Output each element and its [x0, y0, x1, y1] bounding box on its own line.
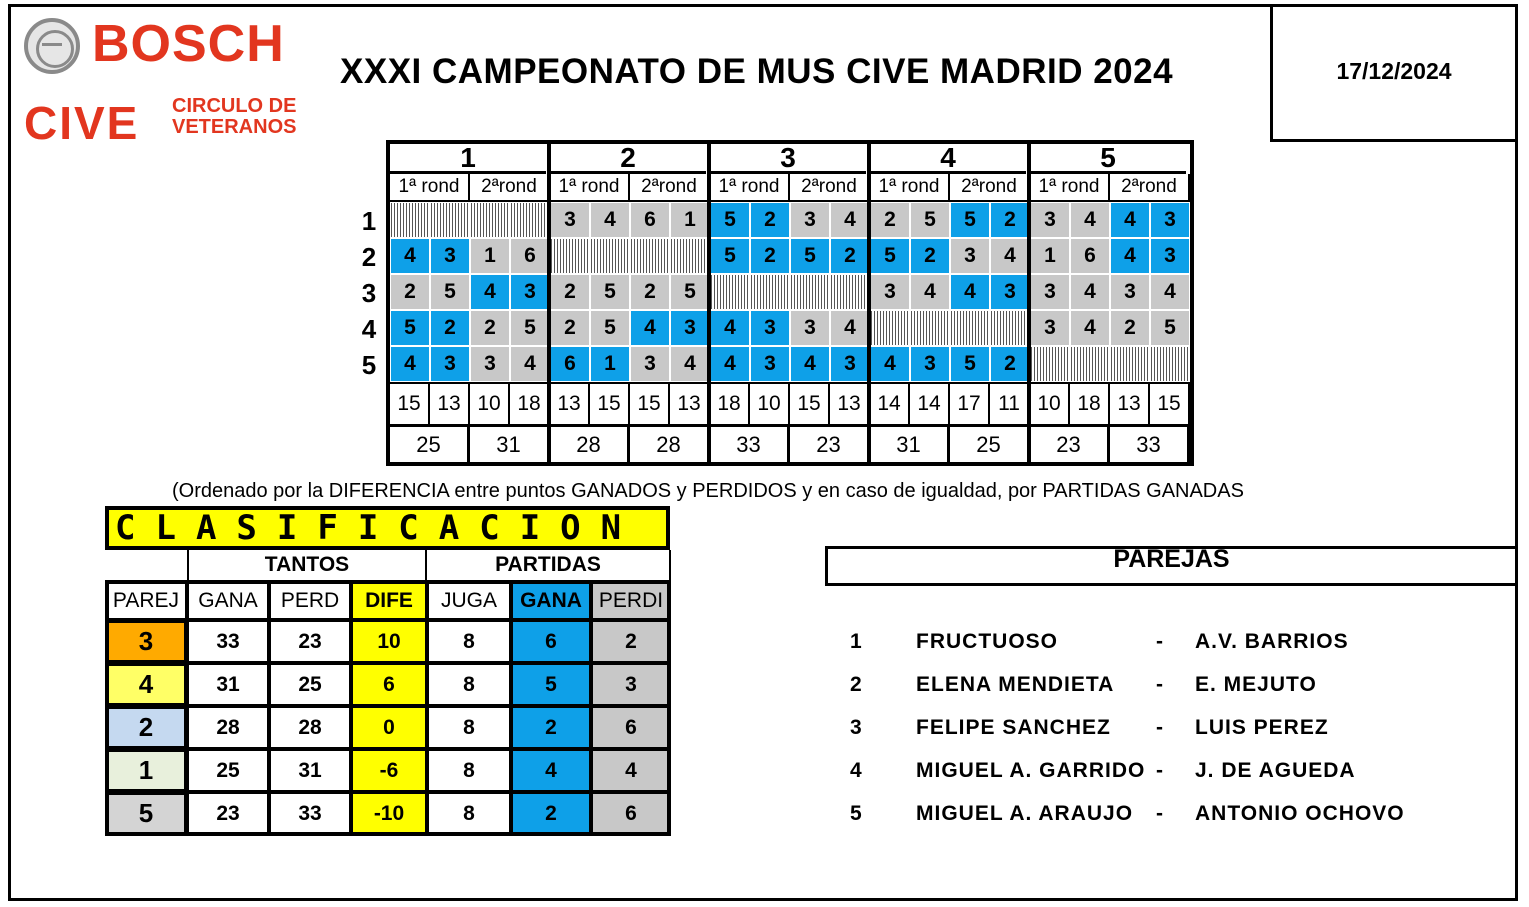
score-cell: 4	[630, 310, 670, 346]
pareja-player1: FRUCTUOSO	[916, 630, 1058, 653]
score-cell: 3	[870, 274, 910, 310]
score-cell: 4	[390, 238, 430, 274]
pareja-rank-cell: 1	[105, 749, 187, 792]
score-cell: 2	[990, 202, 1030, 238]
total-cell: 25	[950, 424, 1030, 462]
pareja-separator: -	[1156, 673, 1164, 696]
score-cell: 6	[630, 202, 670, 238]
round-header-4: 4	[870, 144, 1026, 174]
logo-sub-line2: VETERANOS	[172, 116, 297, 138]
score-cell: 3	[630, 346, 670, 382]
clasificacion-cell: 6	[511, 620, 591, 663]
column-header-gana: GANA	[511, 580, 591, 620]
score-cell: 4	[470, 274, 510, 310]
pareja-player2: E. MEJUTO	[1195, 673, 1317, 696]
clasificacion-cell: 28	[187, 706, 269, 749]
points-cell: 10	[750, 382, 790, 424]
score-cell: 3	[1030, 202, 1070, 238]
bye-cell	[670, 238, 710, 274]
clasificacion-cell: 28	[269, 706, 351, 749]
pareja-player2: A.V. BARRIOS	[1195, 630, 1349, 653]
logo-sub-line1: CIRCULO DE	[172, 95, 297, 117]
bye-cell	[830, 274, 870, 310]
clasificacion-cell: 23	[269, 620, 351, 663]
score-cell: 2	[910, 238, 950, 274]
pareja-player1: ELENA MENDIETA	[916, 673, 1115, 696]
pareja-player1: FELIPE SANCHEZ	[916, 716, 1111, 739]
score-cell: 4	[710, 346, 750, 382]
row-label-4: 4	[361, 314, 377, 344]
round-header-5: 5	[1030, 144, 1186, 174]
bye-cell	[990, 310, 1030, 346]
bye-cell	[390, 202, 430, 238]
rond-label: 1ª rond	[390, 174, 470, 202]
score-cell: 6	[550, 346, 590, 382]
rond-label: 1ª rond	[550, 174, 630, 202]
bye-cell	[510, 202, 550, 238]
clasificacion-cell: 8	[427, 792, 511, 835]
row-label-2: 2	[361, 242, 377, 272]
clasificacion-cell: 4	[511, 749, 591, 792]
score-cell: 4	[390, 346, 430, 382]
rond-label: 1ª rond	[1030, 174, 1110, 202]
clasificacion-cell: -10	[351, 792, 427, 835]
pareja-rank-cell: 4	[105, 663, 187, 706]
pareja-rank-cell: 5	[105, 792, 187, 835]
clasificacion-cell: 2	[591, 620, 671, 663]
pareja-separator: -	[1156, 716, 1164, 739]
points-cell: 15	[390, 382, 430, 424]
clasificacion-cell: 5	[511, 663, 591, 706]
points-cell: 13	[430, 382, 470, 424]
bye-cell	[910, 310, 950, 346]
score-cell: 5	[670, 274, 710, 310]
score-cell: 3	[790, 202, 830, 238]
rond-label: 2ªrond	[630, 174, 710, 202]
row-label-5: 5	[361, 350, 377, 380]
score-cell: 4	[670, 346, 710, 382]
total-cell: 23	[1030, 424, 1110, 462]
clasificacion-cell: 23	[187, 792, 269, 835]
score-cell: 4	[1150, 274, 1190, 310]
logo-cive-subtitle	[172, 96, 296, 138]
clasificacion-cell: 8	[427, 706, 511, 749]
round-separator	[1027, 144, 1031, 462]
bye-cell	[1070, 346, 1110, 382]
score-cell: 2	[630, 274, 670, 310]
score-cell: 3	[670, 310, 710, 346]
pareja-rank-cell: 2	[105, 706, 187, 749]
score-cell: 5	[950, 202, 990, 238]
points-cell: 13	[1110, 382, 1150, 424]
tantos-header: TANTOS	[187, 550, 427, 580]
bye-cell	[710, 274, 750, 310]
clasificacion-cell: 10	[351, 620, 427, 663]
score-cell: 1	[670, 202, 710, 238]
score-cell: 4	[910, 274, 950, 310]
rond-label: 1ª rond	[710, 174, 790, 202]
pareja-player1: MIGUEL A. GARRIDO	[916, 759, 1146, 782]
score-cell: 4	[1110, 238, 1150, 274]
score-cell: 3	[1150, 202, 1190, 238]
clasificacion-cell: -6	[351, 749, 427, 792]
total-cell: 33	[1110, 424, 1190, 462]
score-cell: 3	[470, 346, 510, 382]
score-cell: 2	[1110, 310, 1150, 346]
score-cell: 6	[1070, 238, 1110, 274]
bye-cell	[550, 238, 590, 274]
rond-label: 2ªrond	[950, 174, 1030, 202]
sort-note: (Ordenado por la DIFERENCIA entre puntos GANADOS y PERDIDOS y en caso de igualdad, por PARTIDAS GANADAS	[172, 480, 1244, 502]
score-cell: 4	[830, 310, 870, 346]
score-cell: 2	[430, 310, 470, 346]
score-cell: 1	[470, 238, 510, 274]
bye-cell	[1110, 346, 1150, 382]
pareja-separator: -	[1156, 630, 1164, 653]
score-cell: 5	[590, 310, 630, 346]
score-cell: 3	[990, 274, 1030, 310]
score-cell: 4	[1070, 310, 1110, 346]
round-header-1: 1	[390, 144, 546, 174]
clasificacion-cell: 25	[269, 663, 351, 706]
score-cell: 3	[750, 346, 790, 382]
clasificacion-cell: 31	[187, 663, 269, 706]
score-cell: 3	[430, 238, 470, 274]
pareja-separator: -	[1156, 759, 1164, 782]
round-separator	[707, 144, 711, 462]
total-cell: 23	[790, 424, 870, 462]
score-cell: 2	[390, 274, 430, 310]
points-cell: 10	[470, 382, 510, 424]
total-cell: 28	[630, 424, 710, 462]
pareja-player1: MIGUEL A. ARAUJO	[916, 802, 1134, 825]
score-cell: 2	[830, 238, 870, 274]
score-cell: 4	[1110, 202, 1150, 238]
score-cell: 4	[510, 346, 550, 382]
clasificacion-cell: 8	[427, 620, 511, 663]
column-header-perdi: PERDI	[591, 580, 671, 620]
pareja-player2: ANTONIO OCHOVO	[1195, 802, 1405, 825]
clasificacion-cell: 8	[427, 663, 511, 706]
column-header-gana: GANA	[187, 580, 269, 620]
points-cell: 13	[550, 382, 590, 424]
round-header-3: 3	[710, 144, 866, 174]
clasificacion-cell: 33	[269, 792, 351, 835]
clasificacion-cell: 33	[187, 620, 269, 663]
points-cell: 14	[870, 382, 910, 424]
score-cell: 4	[830, 202, 870, 238]
total-cell: 33	[710, 424, 790, 462]
clasificacion-table	[105, 550, 671, 836]
score-cell: 3	[430, 346, 470, 382]
score-cell: 3	[830, 346, 870, 382]
points-cell: 15	[630, 382, 670, 424]
points-cell: 11	[990, 382, 1030, 424]
bye-cell	[1150, 346, 1190, 382]
clasificacion-cell: 31	[269, 749, 351, 792]
pareja-number: 1	[850, 630, 863, 653]
clasificacion-cell: 2	[511, 706, 591, 749]
score-cell: 4	[950, 274, 990, 310]
points-cell: 15	[1150, 382, 1190, 424]
column-header-dife: DIFE	[351, 580, 427, 620]
score-cell: 4	[710, 310, 750, 346]
score-cell: 5	[870, 238, 910, 274]
bye-cell	[590, 238, 630, 274]
pareja-number: 5	[850, 802, 863, 825]
bye-cell	[950, 310, 990, 346]
total-cell: 28	[550, 424, 630, 462]
clasificacion-cell: 3	[591, 663, 671, 706]
logo-cive-text: CIVE	[24, 97, 140, 149]
rond-label: 2ªrond	[1110, 174, 1190, 202]
bye-cell	[1030, 346, 1070, 382]
column-header-juga: JUGA	[427, 580, 511, 620]
total-cell: 25	[390, 424, 470, 462]
column-header-perd: PERD	[269, 580, 351, 620]
bye-cell	[470, 202, 510, 238]
score-cell: 4	[1070, 202, 1110, 238]
bye-cell	[870, 310, 910, 346]
bye-cell	[430, 202, 470, 238]
pareja-number: 2	[850, 673, 863, 696]
score-cell: 3	[750, 310, 790, 346]
score-cell: 5	[910, 202, 950, 238]
score-cell: 5	[430, 274, 470, 310]
score-cell: 5	[710, 238, 750, 274]
score-cell: 3	[510, 274, 550, 310]
points-cell: 18	[710, 382, 750, 424]
points-cell: 13	[670, 382, 710, 424]
clasificacion-cell: 6	[591, 706, 671, 749]
row-label-1: 1	[361, 206, 377, 236]
points-cell: 13	[830, 382, 870, 424]
pareja-number: 4	[850, 759, 863, 782]
clasificacion-cell: 6	[591, 792, 671, 835]
points-cell: 18	[510, 382, 550, 424]
points-cell: 14	[910, 382, 950, 424]
column-header-parej: PAREJ	[105, 580, 187, 620]
score-cell: 5	[510, 310, 550, 346]
parejas-title: PAREJAS	[1113, 545, 1230, 573]
row-label-3: 3	[361, 278, 377, 308]
pareja-number: 3	[850, 716, 863, 739]
score-cell: 6	[510, 238, 550, 274]
round-separator	[867, 144, 871, 462]
score-cell: 4	[590, 202, 630, 238]
clasificacion-cell: 4	[591, 749, 671, 792]
pareja-rank-cell: 3	[105, 620, 187, 663]
score-cell: 1	[1030, 238, 1070, 274]
round-separator	[547, 144, 551, 462]
score-cell: 2	[550, 274, 590, 310]
clasificacion-cell: 2	[511, 792, 591, 835]
score-cell: 3	[950, 238, 990, 274]
bye-cell	[750, 274, 790, 310]
round-header-2: 2	[550, 144, 706, 174]
bosch-logo-icon	[24, 18, 80, 74]
score-cell: 3	[1110, 274, 1150, 310]
pareja-separator: -	[1156, 802, 1164, 825]
clasificacion-cell: 0	[351, 706, 427, 749]
rond-label: 2ªrond	[790, 174, 870, 202]
results-grid	[386, 140, 1194, 466]
score-cell: 3	[790, 310, 830, 346]
score-cell: 5	[390, 310, 430, 346]
score-cell: 2	[990, 346, 1030, 382]
points-cell: 15	[790, 382, 830, 424]
date-text: 17/12/2024	[1336, 58, 1452, 84]
points-cell: 10	[1030, 382, 1070, 424]
rond-label: 2ªrond	[470, 174, 550, 202]
score-cell: 3	[1150, 238, 1190, 274]
clasificacion-title: CLASIFICACION	[105, 506, 670, 550]
score-cell: 3	[550, 202, 590, 238]
clasificacion-cell: 25	[187, 749, 269, 792]
score-cell: 4	[790, 346, 830, 382]
score-cell: 2	[870, 202, 910, 238]
bye-cell	[790, 274, 830, 310]
score-cell: 4	[870, 346, 910, 382]
total-cell: 31	[470, 424, 550, 462]
score-cell: 5	[950, 346, 990, 382]
page-title: XXXI CAMPEONATO DE MUS CIVE MADRID 2024	[340, 52, 1174, 91]
pareja-player2: LUIS PEREZ	[1195, 716, 1329, 739]
score-cell: 3	[910, 346, 950, 382]
rond-label: 1ª rond	[870, 174, 950, 202]
score-cell: 5	[790, 238, 830, 274]
score-cell: 3	[1030, 310, 1070, 346]
clasificacion-cell: 8	[427, 749, 511, 792]
clasificacion-cell: 6	[351, 663, 427, 706]
partidas-header: PARTIDAS	[427, 550, 671, 580]
pareja-player2: J. DE AGUEDA	[1195, 759, 1356, 782]
points-cell: 17	[950, 382, 990, 424]
score-cell: 2	[750, 238, 790, 274]
logo	[22, 14, 312, 149]
points-cell: 15	[590, 382, 630, 424]
bye-cell	[630, 238, 670, 274]
score-cell: 1	[590, 346, 630, 382]
score-cell: 5	[590, 274, 630, 310]
total-cell: 31	[870, 424, 950, 462]
score-cell: 3	[1030, 274, 1070, 310]
logo-bosch-text: BOSCH	[92, 15, 285, 73]
points-cell: 18	[1070, 382, 1110, 424]
score-cell: 4	[990, 238, 1030, 274]
score-cell: 5	[1150, 310, 1190, 346]
score-cell: 2	[550, 310, 590, 346]
score-cell: 5	[710, 202, 750, 238]
score-cell: 2	[470, 310, 510, 346]
score-cell: 2	[750, 202, 790, 238]
score-cell: 4	[1070, 274, 1110, 310]
